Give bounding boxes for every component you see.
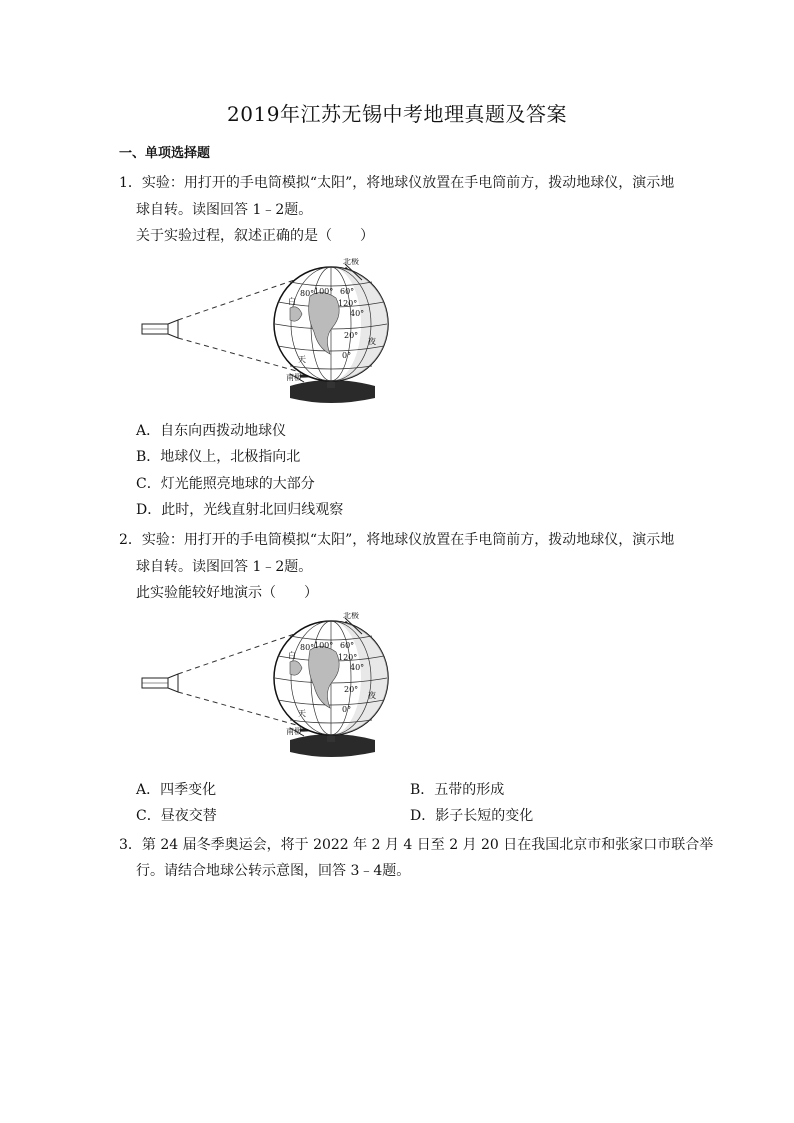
night-label: 夜 bbox=[368, 691, 376, 700]
lon-label-100: 100° bbox=[314, 287, 334, 296]
q2-option-c: C．昼夜交替 bbox=[136, 808, 217, 824]
lat-label-0: 0° bbox=[342, 351, 352, 360]
lon-label-120: 120° bbox=[338, 653, 358, 662]
q2-stem-line1: 2．实验：用打开的手电筒模拟“太阳”，将地球仪放置在手电筒前方，拨动地球仪，演示地 bbox=[119, 532, 675, 548]
section-heading: 一、单项选择题 bbox=[119, 146, 211, 161]
flashlight-icon bbox=[142, 320, 178, 338]
q1-stem-line2: 球自转。读图回答 1﹣2题。 bbox=[136, 202, 313, 218]
south-pole-label: 南极 bbox=[286, 727, 302, 736]
lon-label-100: 100° bbox=[314, 641, 334, 650]
lat-label-60: 60° bbox=[340, 287, 355, 296]
lat-label-80: 80° bbox=[300, 643, 315, 652]
day-label: 白 bbox=[288, 297, 296, 306]
lat-label-0: 0° bbox=[342, 705, 352, 714]
globe-icon bbox=[274, 258, 388, 403]
q1-stem-line1: 1．实验：用打开的手电筒模拟“太阳”，将地球仪放置在手电筒前方，拨动地球仪，演示地 bbox=[119, 175, 675, 191]
globe-flashlight-figure-1 bbox=[140, 258, 402, 410]
q1-option-c: C．灯光能照亮地球的大部分 bbox=[136, 476, 315, 492]
day-label: 白 bbox=[288, 651, 296, 660]
globe-icon bbox=[274, 612, 388, 757]
north-pole-label: 北极 bbox=[343, 258, 359, 266]
lat-label-40: 40° bbox=[350, 309, 365, 318]
lat-label-60: 60° bbox=[340, 641, 355, 650]
lat-label-20: 20° bbox=[344, 331, 359, 340]
q1-option-b: B．地球仪上，北极指向北 bbox=[136, 449, 301, 465]
lat-label-40: 40° bbox=[350, 663, 365, 672]
q2-option-b: B．五带的形成 bbox=[410, 782, 505, 798]
q1-option-d: D．此时，光线直射北回归线观察 bbox=[136, 502, 344, 518]
north-pole-label: 北极 bbox=[343, 612, 359, 620]
q3-stem-line2: 行。请结合地球公转示意图，回答 3﹣4题。 bbox=[136, 863, 411, 879]
day-label-2: 天 bbox=[298, 355, 306, 364]
q1-option-a: A．自东向西拨动地球仪 bbox=[136, 423, 287, 439]
q2-option-a: A．四季变化 bbox=[136, 782, 217, 798]
globe-flashlight-figure-2 bbox=[140, 612, 402, 764]
lon-label-120: 120° bbox=[338, 299, 358, 308]
flashlight-icon bbox=[142, 674, 178, 692]
q3-stem-line1: 3．第 24 届冬季奥运会，将于 2022 年 2 月 4 日至 2 月 20 日在我国北京市和张家口市联合举 bbox=[119, 837, 714, 853]
night-label: 夜 bbox=[368, 337, 376, 346]
day-label-2: 天 bbox=[298, 709, 306, 718]
q2-option-d: D．影子长短的变化 bbox=[410, 808, 534, 824]
q1-prompt: 关于实验过程，叙述正确的是（ ） bbox=[136, 228, 374, 244]
q2-stem-line2: 球自转。读图回答 1﹣2题。 bbox=[136, 559, 313, 575]
lat-label-80: 80° bbox=[300, 289, 315, 298]
q2-prompt: 此实验能较好地演示（ ） bbox=[136, 585, 318, 601]
page-title: 2019年江苏无锡中考地理真题及答案 bbox=[227, 102, 567, 126]
lat-label-20: 20° bbox=[344, 685, 359, 694]
south-pole-label: 南极 bbox=[286, 373, 302, 382]
